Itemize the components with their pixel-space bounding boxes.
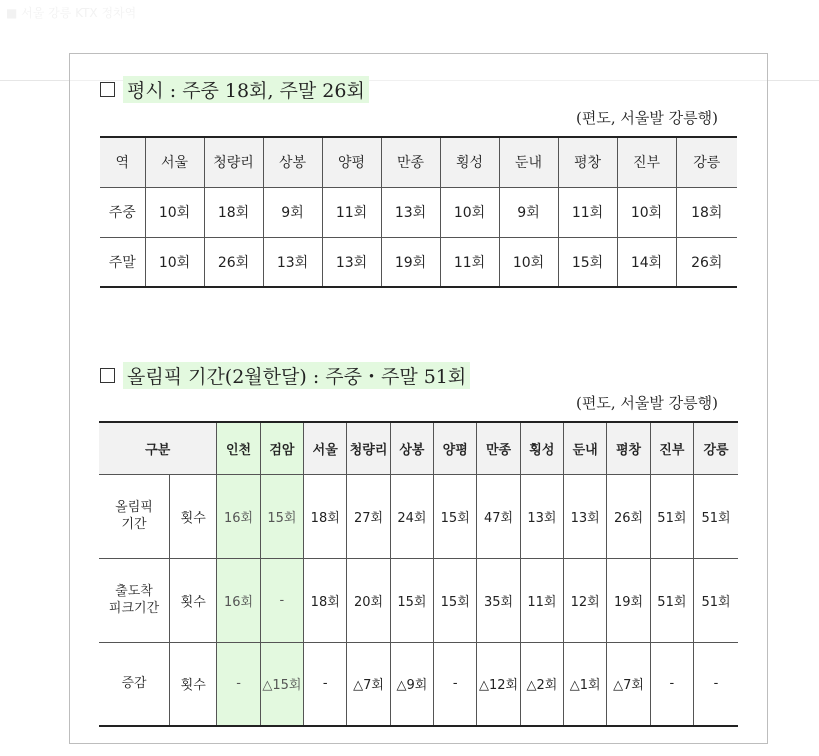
table-header-cell: 청량리 (347, 422, 390, 474)
table-cell: 15회 (434, 558, 477, 642)
section1-note: (편도, 서울발 강릉행) (576, 109, 718, 127)
table-cell: 15회 (558, 237, 617, 287)
table-header-cell: 횡성 (520, 422, 563, 474)
table-header-row (99, 422, 738, 474)
table-cell: - (217, 642, 260, 726)
table-cell: 10회 (499, 237, 558, 287)
table-cell: 11회 (440, 237, 499, 287)
table-header-cell: 상봉 (390, 422, 433, 474)
table-cell: 19회 (381, 237, 440, 287)
table-cell: 51회 (694, 474, 738, 558)
table-cell: 27회 (347, 474, 390, 558)
table-cell: 주말 (100, 237, 145, 287)
section2-heading-text: 올림픽 기간(2월한달) : 주중・주말 51회 (123, 362, 470, 389)
table-header-cell: 검암 (260, 422, 303, 474)
table-row (100, 237, 737, 287)
table-header-cell: 상봉 (263, 137, 322, 187)
table-header-cell: 서울 (145, 137, 204, 187)
table-cell: 13회 (381, 187, 440, 237)
table-header-cell: 둔내 (564, 422, 607, 474)
table-cell: 26회 (676, 237, 737, 287)
table-header-cell: 만종 (381, 137, 440, 187)
table-cell: 11회 (322, 187, 381, 237)
table-header-cell: 청량리 (204, 137, 263, 187)
table-cell: 18회 (304, 558, 347, 642)
table-cell: 20회 (347, 558, 390, 642)
table-row (99, 642, 738, 726)
table-header-cell: 양평 (434, 422, 477, 474)
olympic-period-table (99, 421, 738, 727)
section1-heading-text: 평시 : 주중 18회, 주말 26회 (123, 76, 369, 103)
table-cell: 13회 (263, 237, 322, 287)
table-cell: 15회 (390, 558, 433, 642)
table-cell: - (650, 642, 693, 726)
table-header-cell: 횡성 (440, 137, 499, 187)
table-header-cell: 만종 (477, 422, 520, 474)
table-row (99, 474, 738, 558)
table-cell: 12회 (564, 558, 607, 642)
table-header-cell: 역 (100, 137, 145, 187)
table-cell: 18회 (304, 474, 347, 558)
table-cell: 10회 (145, 187, 204, 237)
table-row (99, 558, 738, 642)
row-label: 올림픽 기간 (99, 474, 170, 558)
table-cell: △2회 (520, 642, 563, 726)
table-cell: - (260, 558, 303, 642)
table-cell: 11회 (520, 558, 563, 642)
checkbox-icon (100, 82, 115, 97)
table-cell: △9회 (390, 642, 433, 726)
table-cell: 19회 (607, 558, 650, 642)
table-cell: 9회 (263, 187, 322, 237)
section2-heading (100, 362, 470, 389)
weekday-weekend-table (100, 136, 737, 288)
table-cell: - (434, 642, 477, 726)
checkbox-icon (100, 368, 115, 383)
table-cell: 26회 (204, 237, 263, 287)
table-cell: 10회 (617, 187, 676, 237)
table-cell: 13회 (322, 237, 381, 287)
table-cell: 주중 (100, 187, 145, 237)
table-cell: 51회 (650, 558, 693, 642)
table-row (100, 187, 737, 237)
table-cell: 13회 (520, 474, 563, 558)
row-label: 출도착 피크기간 (99, 558, 170, 642)
section1-heading (100, 76, 369, 103)
table-header-cell: 서울 (304, 422, 347, 474)
row-sublabel: 횟수 (170, 642, 217, 726)
window-title: ■ 서울 강릉 KTX 정차역 (6, 6, 137, 20)
table-cell: 11회 (558, 187, 617, 237)
table-header-cell: 진부 (650, 422, 693, 474)
table-cell: 51회 (694, 558, 738, 642)
table-cell: 18회 (204, 187, 263, 237)
table-header-cell: 양평 (322, 137, 381, 187)
table-cell: 18회 (676, 187, 737, 237)
row-sublabel: 횟수 (170, 474, 217, 558)
table-cell: - (304, 642, 347, 726)
table-cell: △7회 (347, 642, 390, 726)
table-cell: 16회 (217, 474, 260, 558)
table-header-cell: 둔내 (499, 137, 558, 187)
table-cell: 15회 (260, 474, 303, 558)
table-header-cell: 구분 (99, 422, 217, 474)
row-sublabel: 횟수 (170, 558, 217, 642)
table-cell: 51회 (650, 474, 693, 558)
table-cell: △7회 (607, 642, 650, 726)
table-cell: 16회 (217, 558, 260, 642)
table-cell: 14회 (617, 237, 676, 287)
table-cell: 35회 (477, 558, 520, 642)
table-header-cell: 평창 (558, 137, 617, 187)
table-header-cell: 진부 (617, 137, 676, 187)
table-cell: 15회 (434, 474, 477, 558)
row-label: 증감 (99, 642, 170, 726)
section2-note: (편도, 서울발 강릉행) (576, 394, 718, 412)
table-header-cell: 평창 (607, 422, 650, 474)
table-cell: 24회 (390, 474, 433, 558)
table-header-cell: 인천 (217, 422, 260, 474)
table-cell: △12회 (477, 642, 520, 726)
table-cell: - (694, 642, 738, 726)
table-header-cell: 강릉 (694, 422, 738, 474)
table-cell: △1회 (564, 642, 607, 726)
table-cell: 47회 (477, 474, 520, 558)
table-cell: 9회 (499, 187, 558, 237)
table-cell: 26회 (607, 474, 650, 558)
table-cell: 10회 (440, 187, 499, 237)
table-cell: 10회 (145, 237, 204, 287)
table-cell: △15회 (260, 642, 303, 726)
table-header-cell: 강릉 (676, 137, 737, 187)
table-header-row (100, 137, 737, 187)
table-cell: 13회 (564, 474, 607, 558)
